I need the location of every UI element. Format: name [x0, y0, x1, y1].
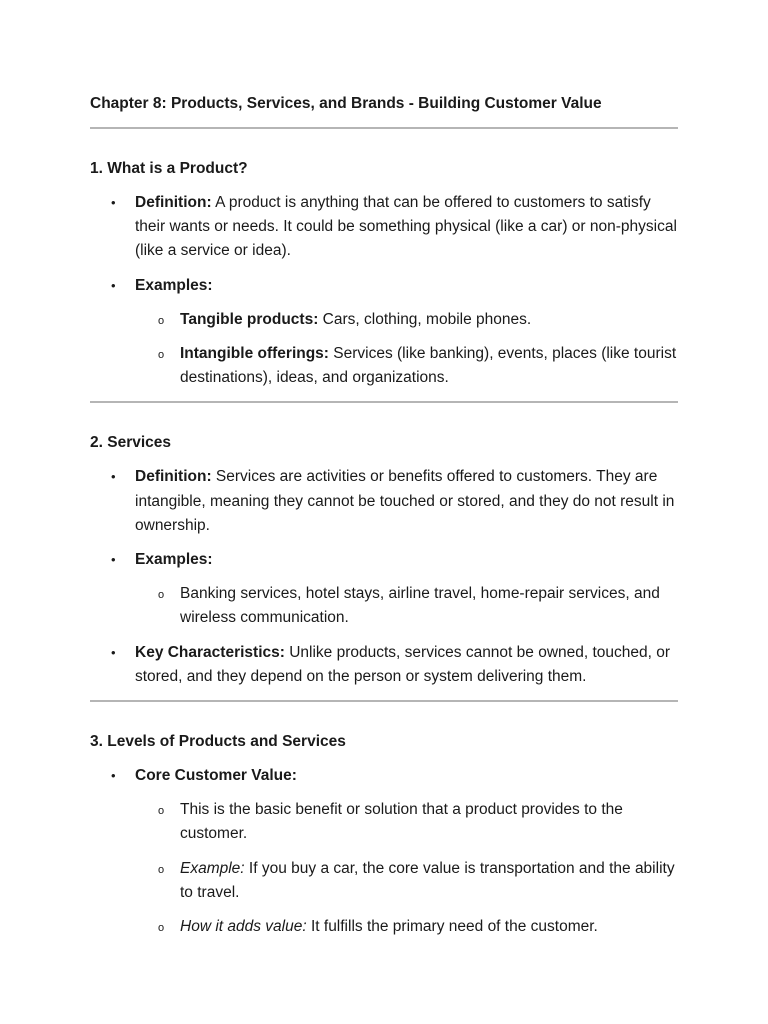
adds-value-text: It fulfills the primary need of the customer.	[306, 918, 598, 936]
section-divider	[90, 700, 678, 702]
definition-label: Definition:	[135, 468, 212, 486]
list-item	[90, 465, 678, 538]
list-item: o This is the basic benefit or solution that a product provides to the customer.	[135, 798, 678, 846]
key-characteristics-label: Key Characteristics:	[135, 643, 285, 661]
document-title: Chapter 8: Products, Services, and Brands - Building Customer Value	[90, 95, 602, 112]
intangible-label: Intangible offerings:	[180, 345, 329, 363]
core-value-label: Core Customer Value:	[135, 767, 297, 785]
section-heading-levels: 3. Levels of Products and Services	[90, 733, 346, 751]
example-label: Example:	[180, 859, 245, 877]
definition-label: Definition:	[135, 194, 212, 211]
section2-list	[90, 465, 678, 689]
section-heading-services: 2. Services	[90, 434, 172, 452]
list-item	[90, 274, 678, 391]
key-characteristics-text: Unlike products, services cannot be owned, touched, or stored, and they depend on the person or system delivering them.	[135, 643, 671, 685]
section-heading-product: 1. What is a Product?	[90, 160, 248, 177]
list-item	[135, 857, 678, 905]
section1-list	[90, 191, 678, 390]
list-item	[135, 342, 678, 390]
example-text: If you buy a car, the core value is transportation and the ability to travel.	[180, 859, 675, 901]
examples-sublist	[135, 582, 678, 630]
tangible-label: Tangible products:	[180, 310, 319, 328]
list-item	[90, 764, 678, 939]
title-divider	[90, 127, 678, 129]
list-item	[90, 641, 678, 689]
list-item: o Banking services, hotel stays, airline travel, home-repair services, and wireless communication.	[135, 582, 678, 630]
document-page	[90, 92, 678, 939]
definition-text: Services are activities or benefits offered to customers. They are intangible, meaning they cannot be touched or stored, and they do not result in ownership.	[135, 468, 675, 534]
list-item	[135, 915, 678, 939]
list-item	[90, 191, 678, 264]
adds-value-label: How it adds value:	[180, 918, 307, 936]
intangible-text: Services (like banking), events, places (like tourist destinations), ideas, and organizations.	[180, 345, 677, 387]
core-value-sublist	[135, 798, 678, 939]
list-item	[135, 308, 678, 332]
section3-list	[90, 764, 678, 939]
list-item	[90, 548, 678, 631]
examples-sublist	[135, 308, 678, 391]
examples-label: Examples:	[135, 551, 213, 569]
section-divider	[90, 401, 678, 403]
definition-text: A product is anything that can be offered to customers to satisfy their wants or needs. It could be something physical (like a car) or non-physical (like a service or idea).	[135, 194, 677, 260]
tangible-text: Cars, clothing, mobile phones.	[318, 310, 532, 328]
examples-label: Examples:	[135, 276, 213, 294]
